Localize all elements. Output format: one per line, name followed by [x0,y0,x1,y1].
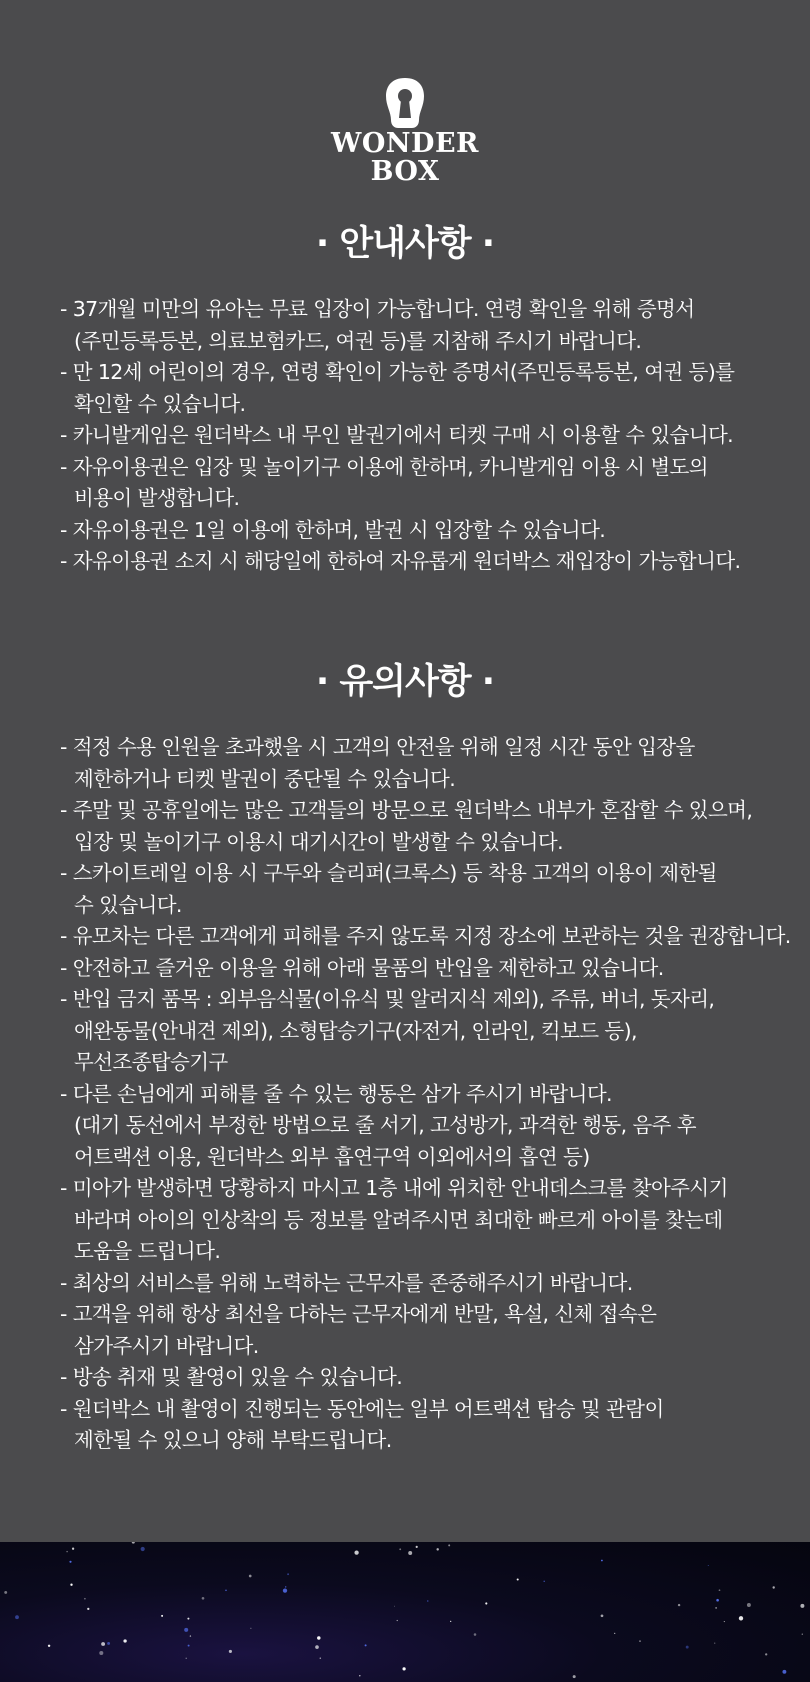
star [427,1600,428,1601]
list-item-line: (대기 동선에서 부정한 방법으로 줄 서기, 고성방가, 과격한 행동, 음주 후 [74,1113,696,1137]
logo-line1: WONDER [331,128,479,159]
star [802,1634,803,1635]
list-item-line: - 고객을 위해 항상 최선을 다하는 근무자에게 반말, 욕설, 신체 접속은 [60,1302,657,1326]
star [101,1642,105,1646]
list-item-line: - 반입 금지 품목 : 외부음식물(이유식 및 알러지식 제외), 주류, 버너, 돗자리, [60,987,715,1011]
list-item [60,546,740,578]
star [614,1633,615,1634]
list-item-line: - 자유이용권 소지 시 해당일에 한하여 자유롭게 원더박스 재입장이 가능합니다. [60,549,741,573]
list-item [60,921,791,953]
star [4,1591,7,1594]
star [715,1607,717,1609]
star [601,1614,604,1617]
star [15,1615,19,1619]
list-item-line: 제한하거나 티켓 발권이 중단될 수 있습니다. [74,766,456,791]
star [107,1642,110,1645]
star [601,1560,603,1562]
list-item-line: 입장 및 놀이기구 이용시 대기시간이 발생할 수 있습니다. [74,829,563,854]
star [315,1645,319,1649]
list-item-line: 삼가주시기 바랍니다. [74,1333,259,1358]
list-item-line: 제한될 수 있으니 양해 부탁드립니다. [74,1428,392,1452]
star [436,1548,438,1550]
list-item [60,452,740,515]
list-item-line: - 다른 손님에게 피해를 줄 수 있는 행동은 삼가 주시기 바랍니다. [60,1081,612,1106]
star [739,1616,743,1620]
star [184,1628,188,1632]
star [229,1650,232,1653]
star [397,1620,398,1621]
star [708,1565,709,1566]
star [72,1548,74,1550]
list-item [60,1394,791,1457]
caution-title: · 유의사항 · [315,662,495,702]
list-item-line: 어트랙션 이용, 원더박스 외부 흡연구역 이외에서의 흡연 등) [74,1144,590,1169]
list-item [60,795,791,858]
list-item [60,984,791,1079]
list-item [60,732,791,795]
star [188,1645,190,1647]
list-item-line: - 미아가 발생하면 당황하지 마시고 1층 내에 위치한 안내데스크를 찾아주시기 [60,1176,728,1200]
star [186,1658,187,1659]
star [69,1561,71,1563]
star [285,1586,286,1587]
star [354,1550,358,1554]
star [408,1551,412,1555]
notice-title: · 안내사항 · [315,224,495,264]
star [782,1670,786,1674]
star [394,1606,395,1607]
star [66,1551,67,1552]
list-item-line: - 37개월 미만의 유아는 무료 입장이 가능합니다. 연령 확인을 위해 증명서 [60,297,695,321]
star [141,1547,145,1551]
list-item-line: 수 있습니다. [74,892,182,917]
notice-list [60,294,740,578]
star [765,1653,767,1655]
list-item [60,1079,791,1174]
list-item-line: (주민등록등본, 의료보험카드, 여권 등)를 지참해 주시기 바랍니다. [74,328,642,353]
list-item-line: - 자유이용권은 입장 및 놀이기구 이용에 한하며, 카니발게임 이용 시 별도의 [60,454,708,479]
list-item [60,420,740,452]
list-item-line: 비용이 발생합니다. [74,486,240,510]
list-item-line: 애완동물(안내견 제외), 소형탑승기구(자전거, 인라인, 킥보드 등), [74,1018,637,1043]
star [399,1548,401,1550]
list-item [60,515,740,547]
star [161,1615,163,1617]
star [485,1602,487,1604]
star [724,1621,725,1622]
star [448,1544,450,1546]
list-item [60,1299,791,1362]
list-item [60,357,740,420]
list-item [60,294,740,357]
star [450,1621,451,1622]
caution-list [60,732,791,1457]
keyhole-icon [382,76,428,130]
list-item-line: - 원더박스 내 촬영이 진행되는 동안에는 일부 어트랙션 탑승 및 관람이 [60,1396,664,1421]
star [317,1636,320,1639]
list-item [60,858,791,921]
star [402,1667,405,1670]
list-item-line: - 스카이트레일 이용 시 구두와 슬리퍼(크록스) 등 착용 고객의 이용이 제한될 [60,861,717,885]
list-item-line: - 최상의 서비스를 위해 노력하는 근무자를 존중해주시기 바랍니다. [60,1270,633,1295]
star [714,1643,715,1644]
list-item-line: - 자유이용권은 1일 이용에 한하며, 발권 시 입장할 수 있습니다. [60,517,606,542]
star [573,1675,576,1678]
list-item-line: - 카니발게임은 원더박스 내 무인 발권기에서 티켓 구매 시 이용할 수 있습니다. [60,423,734,447]
star [123,1639,126,1642]
starfield-footer [0,1542,810,1682]
star [84,1598,86,1600]
list-item-line: - 유모차는 다른 고객에게 피해를 주지 않도록 지정 장소에 보관하는 것을 권장합니다. [60,924,791,948]
star [132,1542,135,1544]
list-item [60,1268,791,1300]
list-item-line: - 방송 취재 및 촬영이 있을 수 있습니다. [60,1365,403,1389]
list-item-line: 확인할 수 있습니다. [74,391,246,416]
star [686,1646,689,1649]
star [543,1581,544,1582]
star [249,1575,252,1578]
star [225,1589,227,1591]
star [320,1657,321,1658]
star [517,1578,519,1580]
star [639,1640,641,1642]
list-item [60,1173,791,1268]
star [678,1604,680,1606]
list-item-line: - 만 12세 어린이의 경우, 연령 확인이 가능한 증명서(주민등록등본, 여권 등)를 [60,360,735,384]
list-item [60,953,791,985]
star [87,1608,89,1610]
star [800,1604,804,1608]
star [287,1573,289,1575]
star [202,1597,205,1600]
star [416,1546,418,1548]
list-item-line: 무선조종탑승기구 [74,1050,228,1074]
star [365,1644,367,1646]
star [719,1589,721,1591]
star [250,1628,251,1629]
star [773,1586,775,1588]
list-item-line: - 적정 수용 인원을 초과했을 시 고객의 안전을 위해 일정 시간 동안 입장을 [60,735,695,759]
star [359,1675,360,1676]
star [187,1618,189,1620]
star [48,1645,50,1647]
star [99,1651,103,1655]
wonderbox-logo [0,76,810,186]
list-item-line: 도움을 드립니다. [74,1239,221,1263]
star [716,1599,719,1602]
list-item-line: - 주말 및 공휴일에는 많은 고객들의 방문으로 원더박스 내부가 혼잡할 수 있으며, [60,798,753,822]
logo-line2: BOX [370,156,440,187]
star [283,1588,287,1592]
list-item-line: - 안전하고 즐거운 이용을 위해 아래 물품의 반입을 제한하고 있습니다. [60,955,664,980]
list-item [60,1362,791,1394]
starfield-image [0,1542,810,1682]
star [747,1603,751,1607]
star [474,1633,477,1636]
star [190,1635,191,1636]
star [70,1584,72,1586]
list-item-line: 바라며 아이의 인상착의 등 정보를 알려주시면 최대한 빠르게 아이를 찾는데 [74,1207,723,1232]
